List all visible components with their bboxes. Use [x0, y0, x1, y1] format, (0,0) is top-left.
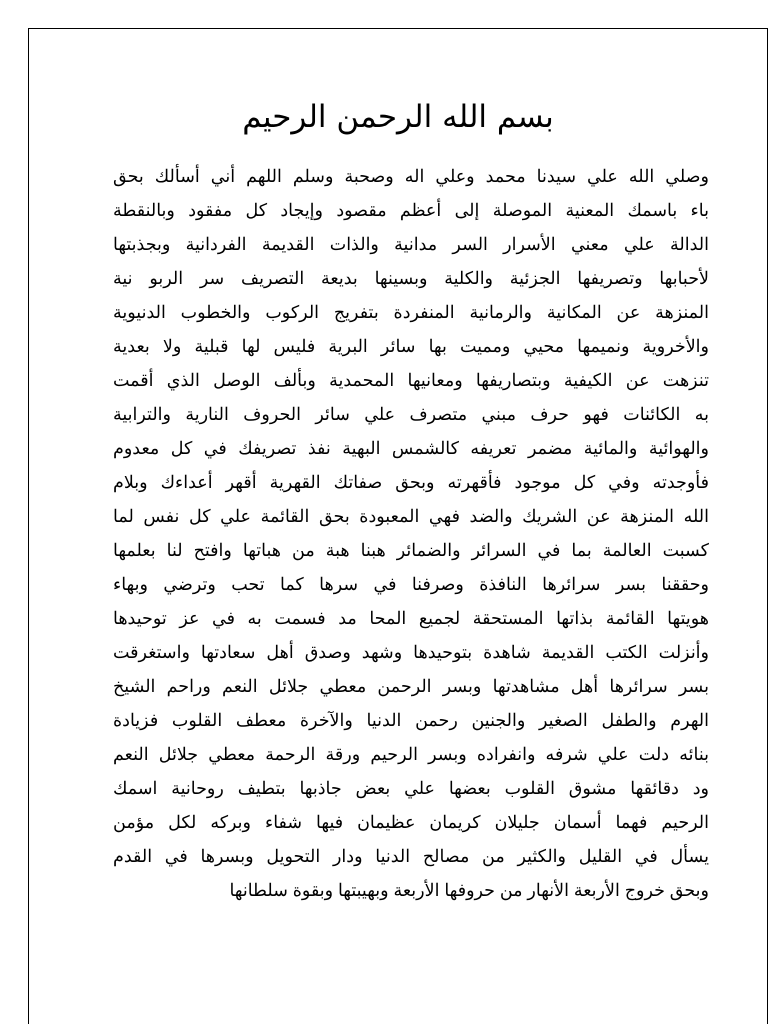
text-line: ود دقائقها مشوق القلوب بعضها علي بعض جاذبها بتطيف روحانية اسمك: [113, 778, 709, 798]
text-line: فأوجدته وفي كل موجود فأقهرته وبحق صفاتك القهرية أقهر أعداءك وبلام: [113, 472, 709, 492]
text-line: والأخروية ونميمها محيي ومميت بها سائر البرية فليس لها قبلية ولا بعدية: [113, 336, 709, 356]
text-line: المنزهة عن المكانية والرمانية المنفردة بتفريج الركوب والخطوب الدنيوية: [113, 302, 709, 322]
text-line: يسأل في القليل والكثير من مصالح الدنيا ودار التحويل وبسرها في القدم: [113, 846, 709, 866]
text-line: كسبت العالمة بما في السرائر والضمائر هبنا هبة من هباتها وافتح لنا بعلمها: [113, 540, 709, 560]
text-line: وبحق خروج الأربعة الأنهار من حروفها الأربعة وبهيبتها وبقوة سلطانها: [229, 880, 709, 900]
text-line: هويتها القائمة بذاتها المستحقة لجميع المحا مد فسمت به في عز توحيدها: [113, 608, 709, 628]
text-line: به الكائنات فهو حرف مبني متصرف علي سائر الحروف النارية والترابية: [113, 404, 709, 424]
text-line: وحققنا بسر سرائرها النافذة وصرفنا في سرها كما تحب وترضي وبهاء: [113, 574, 709, 594]
text-line: الرحيم فهما أسمان جليلان كريمان عظيمان فيها شفاء وبركه لكل مؤمن: [113, 812, 709, 832]
text-line: والهوائية والمائية مضمر تعريفه كالشمس البهية نفذ تصريفك في كل معدوم: [113, 438, 709, 458]
text-line: بنائه دلت علي شرفه وانفراده وبسر الرحيم ورقة الرحمة معطي جلائل النعم: [113, 744, 709, 764]
text-line: لأحبابها وتصريفها الجزئية والكلية وبسينها بديعة التصريف سر الربو نية: [113, 268, 709, 288]
text-line: باء باسمك المعنية الموصلة إلى أعظم مقصود وإيجاد كل مفقود وبالنقطة: [113, 200, 709, 220]
text-line: الهرم والطفل الصغير والجنين رحمن الدنيا والآخرة معطف القلوب فزيادة: [113, 710, 709, 730]
text-line: بسر سرائرها أهل مشاهدتها وبسر الرحمن معطي جلائل النعم وراحم الشيخ: [113, 676, 709, 696]
text-line: وصلي الله علي سيدنا محمد وعلي اله وصحبة وسلم اللهم أني أسألك بحق: [113, 166, 709, 186]
text-line: وأنزلت الكتب القديمة شاهدة بتوحيدها وشهد وصدق أهل سعادتها واستغرقت: [113, 642, 709, 662]
document-page: [28, 28, 768, 1024]
body-text: [113, 159, 709, 907]
text-line: الله المنزهة عن الشريك والضد فهي المعبودة بحق القائمة علي كل نفس لما: [113, 506, 709, 526]
text-line: تنزهت عن الكيفية وبتصاريفها ومعانيها المحمدية وبألف الوصل الذي أقمت: [113, 370, 709, 390]
text-line: الدالة علي معني الأسرار السر مدانية والذات القديمة الفردانية وبجذبتها: [113, 234, 709, 254]
page-title: بسم الله الرحمن الرحيم: [242, 99, 554, 135]
